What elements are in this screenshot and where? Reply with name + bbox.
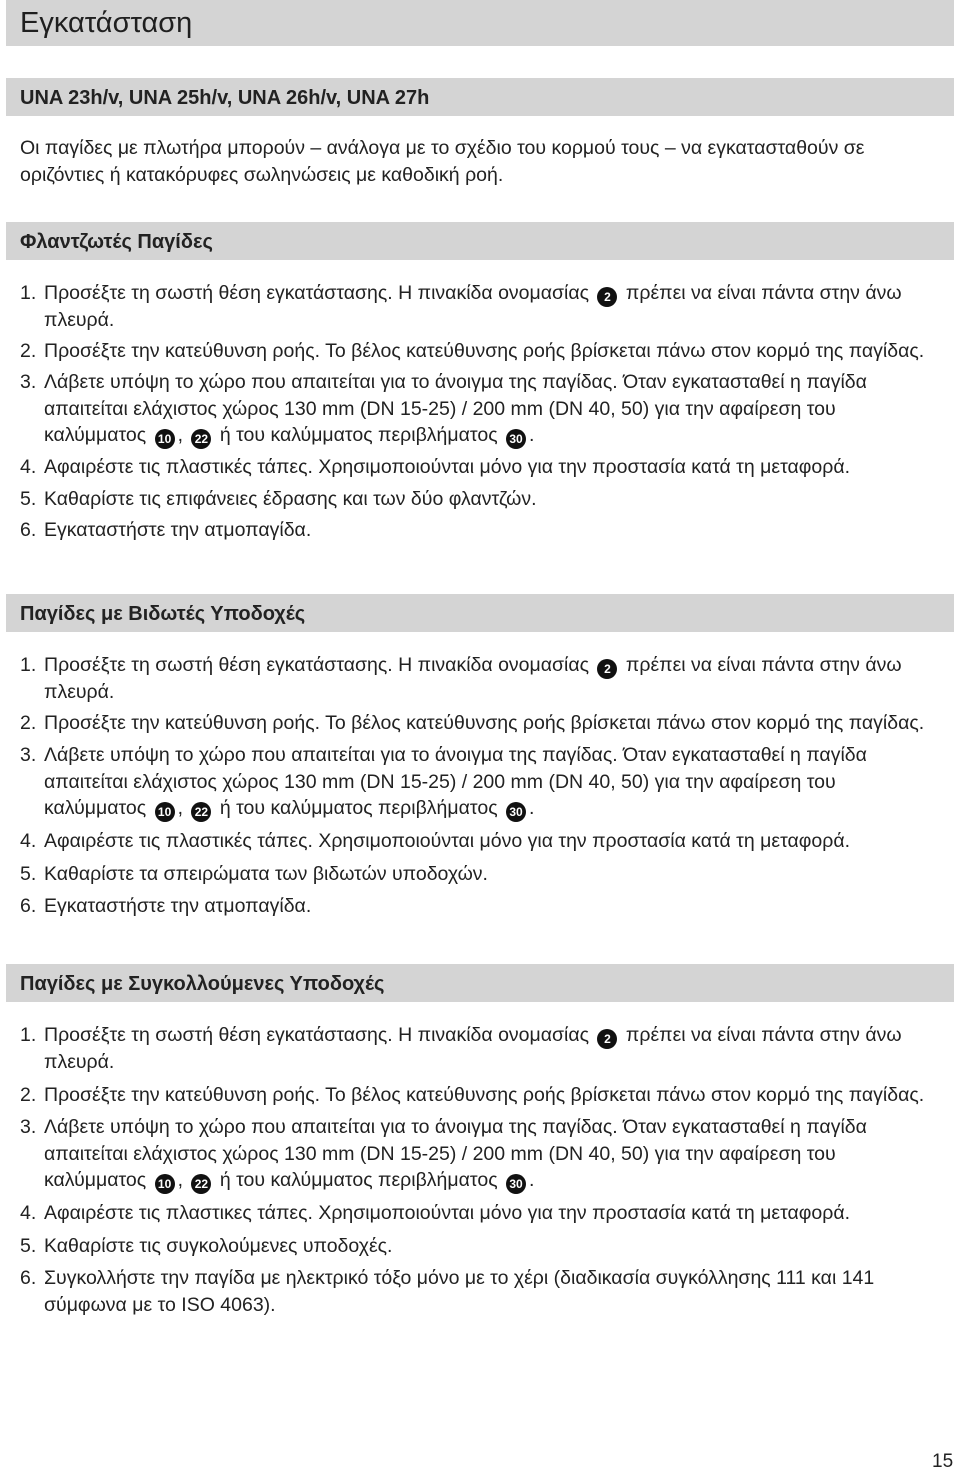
step-text: ή του καλύμματος περιβλήματος xyxy=(219,1169,498,1191)
step-item xyxy=(20,1265,940,1318)
step-number: 1. xyxy=(20,1024,37,1046)
step-text: ή του καλύμματος περιβλήματος xyxy=(219,797,498,819)
step-item xyxy=(20,369,940,449)
body-cover-callout-icon: 30 xyxy=(506,1174,526,1194)
step-number: 2. xyxy=(20,339,37,362)
step-text: , xyxy=(177,424,183,446)
step-number: 4. xyxy=(20,1202,37,1224)
step-text: , xyxy=(177,1169,183,1191)
cover-callout-icon: 22 xyxy=(191,1174,211,1194)
cover-callout-icon: 10 xyxy=(155,802,175,822)
step-text: Προσέξτε τη σωστή θέση εγκατάστασης. Η πινακίδα ονομασίας xyxy=(44,282,590,304)
step-text: πρέπει να είναι πάντα στην άνω πλευρά. xyxy=(44,282,902,331)
step-text: Προσέξτε τη σωστή θέση εγκατάστασης. Η πινακίδα ονομασίας xyxy=(44,654,590,676)
section-heading-welded: Παγίδες με Συγκολλούμενες Υποδοχές xyxy=(6,964,954,1002)
step-number: 5. xyxy=(20,1234,37,1257)
steps-list-welded xyxy=(20,1022,940,1318)
step-text: Λάβετε υπόψη το χώρο που απαιτείται για το άνοιγμα της παγίδας. Όταν εγκατασταθεί η παγίδα απαιτείται ελάχιστος χώρος 130 mm (DN 15-25) / 200 mm (DN 40, 50) για την αφαίρεση του καλύμματος xyxy=(44,371,867,446)
steps-list-screwed xyxy=(20,652,940,920)
step-number: 6. xyxy=(20,519,37,541)
step-item xyxy=(20,861,940,888)
steps-list-flanged xyxy=(20,280,940,544)
step-item xyxy=(20,710,940,737)
step-text: πρέπει να είναι πάντα στην άνω πλευρά. xyxy=(44,1024,902,1073)
step-text: Λάβετε υπόψη το χώρο που απαιτείται για το άνοιγμα της παγίδας. Όταν εγκατασταθεί η παγίδα απαιτείται ελάχιστος χώρος 130 mm (DN 15-25) / 200 mm (DN 40, 50) για την αφαίρεση του καλύμματος xyxy=(44,744,867,819)
step-number: 5. xyxy=(20,487,37,510)
step-text: Εγκαταστήστε την ατμοπαγίδα. xyxy=(44,895,312,917)
step-number: 1. xyxy=(20,282,37,304)
step-item xyxy=(20,486,940,513)
step-text: Καθαρίστε τα σπειρώματα των βιδωτών υποδοχών. xyxy=(44,862,488,885)
step-text: Εγκαταστήστε την ατμοπαγίδα. xyxy=(44,519,312,541)
step-item xyxy=(20,280,940,334)
section-heading-flanged: Φλαντζωτές Παγίδες xyxy=(6,222,954,260)
step-text: ή του καλύμματος περιβλήματος xyxy=(219,424,498,446)
name-plate-callout-icon: 2 xyxy=(597,287,617,307)
step-item xyxy=(20,338,940,365)
step-number: 6. xyxy=(20,1267,37,1289)
section-heading-screwed: Παγίδες με Βιδωτές Υποδοχές xyxy=(6,594,954,632)
step-item xyxy=(20,1200,940,1227)
step-number: 6. xyxy=(20,895,37,917)
step-item xyxy=(20,517,940,544)
body-cover-callout-icon: 30 xyxy=(506,802,526,822)
step-item xyxy=(20,1022,940,1076)
step-item xyxy=(20,828,940,855)
page-number: 15 xyxy=(932,1451,954,1472)
step-text: Αφαιρέστε τις πλαστικές τάπες. Χρησιμοποιούνται μόνο για την προστασία κατά τη μεταφορά. xyxy=(44,456,851,478)
step-item xyxy=(20,652,940,706)
step-text: Συγκολλήστε την παγίδα με ηλεκτρικό τόξο μόνο με το χέρι (διαδικασία συγκόλλησης 111 και 141 σύμφωνα με το ISO 4063). xyxy=(44,1267,875,1316)
step-text: Προσέξτε την κατεύθυνση ροής. Το βέλος κατεύθυνσης ροής βρίσκεται πάνω στον κορμό της παγίδας. xyxy=(44,339,925,362)
step-number: 4. xyxy=(20,830,37,852)
step-number: 3. xyxy=(20,744,37,766)
step-number: 2. xyxy=(20,711,37,734)
step-item xyxy=(20,1233,940,1260)
step-number: 5. xyxy=(20,862,37,885)
step-text: . xyxy=(529,797,535,819)
step-text: Λάβετε υπόψη το χώρο που απαιτείται για το άνοιγμα της παγίδας. Όταν εγκατασταθεί η παγίδα απαιτείται ελάχιστος χώρος 130 mm (DN 15-25) / 200 mm (DN 40, 50) για την αφαίρεση του καλύμματος xyxy=(44,1116,867,1191)
step-item xyxy=(20,1082,940,1109)
step-text: . xyxy=(529,424,535,446)
step-number: 4. xyxy=(20,456,37,478)
step-number: 3. xyxy=(20,371,37,393)
step-number: 1. xyxy=(20,654,37,676)
step-text: πρέπει να είναι πάντα στην άνω πλευρά. xyxy=(44,654,902,703)
step-item xyxy=(20,893,940,920)
cover-callout-icon: 10 xyxy=(155,1174,175,1194)
step-text: . xyxy=(529,1169,535,1191)
step-number: 3. xyxy=(20,1116,37,1138)
cover-callout-icon: 22 xyxy=(191,802,211,822)
step-item xyxy=(20,1114,940,1194)
step-number: 2. xyxy=(20,1083,37,1106)
name-plate-callout-icon: 2 xyxy=(597,1029,617,1049)
name-plate-callout-icon: 2 xyxy=(597,659,617,679)
step-text: Αφαιρέστε τις πλαστικές τάπες. Χρησιμοποιούνται μόνο για την προστασία κατά τη μεταφορά. xyxy=(44,830,851,852)
step-text: Προσέξτε την κατεύθυνση ροής. Το βέλος κατεύθυνσης ροής βρίσκεται πάνω στον κορμό της παγίδας. xyxy=(44,1083,925,1106)
step-text: , xyxy=(177,797,183,819)
body-cover-callout-icon: 30 xyxy=(506,429,526,449)
page-title: Εγκατάσταση xyxy=(6,0,954,46)
step-text: Προσέξτε τη σωστή θέση εγκατάστασης. Η πινακίδα ονομασίας xyxy=(44,1024,590,1046)
step-text: Προσέξτε την κατεύθυνση ροής. Το βέλος κατεύθυνσης ροής βρίσκεται πάνω στον κορμό της παγίδας. xyxy=(44,711,925,734)
intro-paragraph: Οι παγίδες με πλωτήρα μπορούν – ανάλογα με το σχέδιο του κορμού τους – να εγκατασταθούν σε οριζόντιες ή κατακόρυφες σωληνώσεις με καθοδική ροή. xyxy=(20,137,865,186)
step-item xyxy=(20,454,940,481)
cover-callout-icon: 22 xyxy=(191,429,211,449)
step-text: Καθαρίστε τις επιφάνειες έδρασης και των δύο φλαντζών. xyxy=(44,487,537,510)
cover-callout-icon: 10 xyxy=(155,429,175,449)
step-text: Καθαρίστε τις συγκολούμενες υποδοχές. xyxy=(44,1234,393,1257)
model-heading: UNA 23h/v, UNA 25h/v, UNA 26h/v, UNA 27h xyxy=(6,78,954,116)
step-item xyxy=(20,742,940,822)
step-text: Αφαιρέστε τις πλαστικες τάπες. Χρησιμοποιούνται μόνο για την προστασία κατά τη μεταφορά. xyxy=(44,1202,851,1224)
